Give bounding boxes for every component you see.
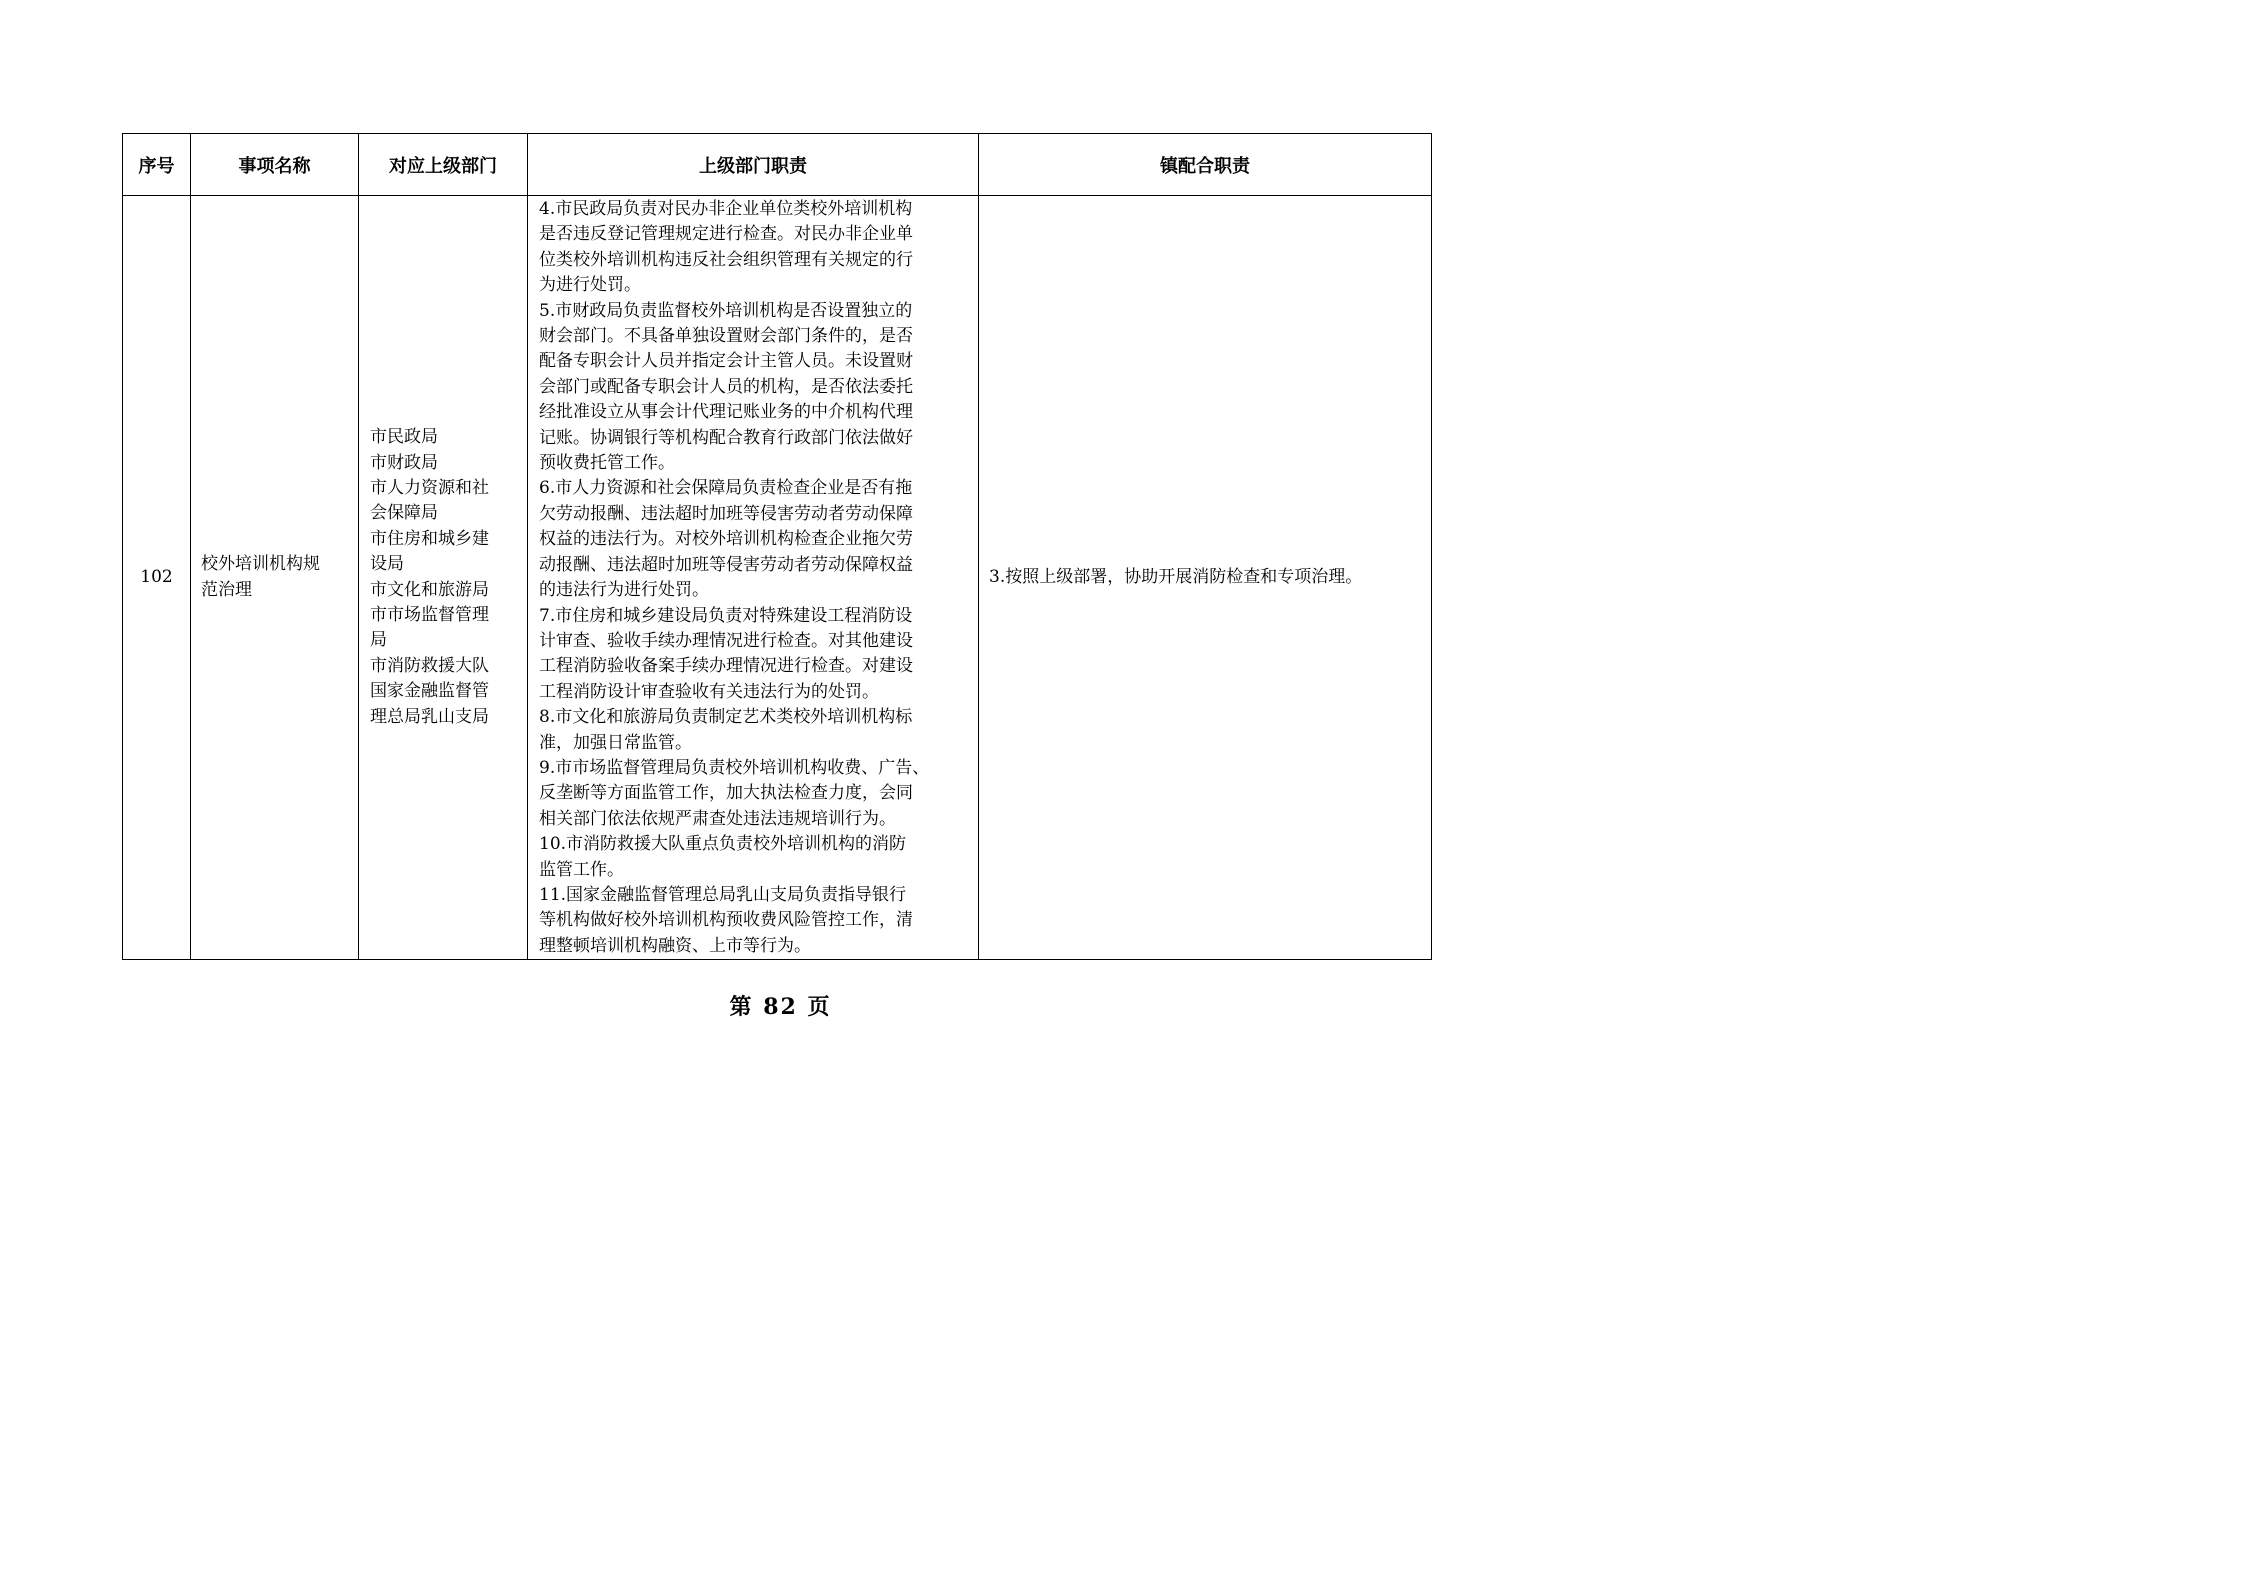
department-line: 市市场监督管理 bbox=[370, 605, 489, 625]
duty-line: 预收费托管工作。 bbox=[539, 453, 675, 474]
duty-line: 动报酬、违法超时加班等侵害劳动者劳动保障权益 bbox=[539, 554, 913, 575]
duty-line: 9.市市场监督管理局负责校外培训机构收费、广告、 bbox=[539, 757, 930, 778]
duty-line: 等机构做好校外培训机构预收费风险管控工作，清 bbox=[539, 910, 913, 931]
cell-superior-departments bbox=[359, 196, 528, 960]
duty-line: 欠劳动报酬、违法超时加班等侵害劳动者劳动保障 bbox=[539, 503, 913, 524]
header-superior-duties: 上级部门职责 bbox=[528, 134, 979, 196]
duty-line: 监管工作。 bbox=[539, 859, 624, 880]
duty-line: 相关部门依法依规严肃查处违法违规培训行为。 bbox=[539, 808, 896, 829]
duty-line: 7.市住房和城乡建设局负责对特殊建设工程消防设 bbox=[539, 605, 913, 626]
duty-line: 工程消防设计审查验收有关违法行为的处罚。 bbox=[539, 681, 879, 702]
cell-item-name bbox=[191, 196, 359, 960]
cell-town-duties bbox=[979, 196, 1432, 960]
responsibility-table bbox=[122, 133, 1432, 960]
duty-line: 是否违反登记管理规定进行检查。对民办非企业单 bbox=[539, 224, 913, 245]
page-number: 第 82 页 bbox=[729, 994, 832, 1020]
department-line: 国家金融监督管 bbox=[370, 681, 489, 702]
duty-line: 计审查、验收手续办理情况进行检查。对其他建设 bbox=[539, 630, 913, 651]
department-line: 设局 bbox=[370, 554, 404, 575]
duty-line: 6.市人力资源和社会保障局负责检查企业是否有拖 bbox=[539, 478, 913, 499]
header-superior-department: 对应上级部门 bbox=[359, 134, 528, 196]
department-line: 市民政局 bbox=[370, 427, 438, 448]
duty-line: 经批准设立从事会计代理记账业务的中介机构代理 bbox=[539, 402, 913, 423]
header-town-duties: 镇配合职责 bbox=[979, 134, 1432, 196]
duty-line: 配备专职会计人员并指定会计主管人员。未设置财 bbox=[539, 351, 913, 372]
duty-line: 会部门或配备专职会计人员的机构，是否依法委托 bbox=[539, 376, 913, 397]
department-line: 市财政局 bbox=[370, 452, 438, 473]
department-line: 市消防救援大队 bbox=[370, 655, 489, 676]
header-item-name: 事项名称 bbox=[191, 134, 359, 196]
department-line: 理总局乳山支局 bbox=[370, 706, 489, 727]
item-name-line: 校外培训机构规 bbox=[201, 554, 320, 575]
duty-line: 11.国家金融监督管理总局乳山支局负责指导银行 bbox=[539, 884, 907, 905]
department-line: 市文化和旅游局 bbox=[370, 579, 489, 600]
cell-serial-number: 102 bbox=[123, 196, 191, 960]
town-duty-text: 3.按照上级部署，协助开展消防检查和专项治理。 bbox=[989, 566, 1363, 587]
header-serial-number: 序号 bbox=[123, 134, 191, 196]
department-line: 市住房和城乡建 bbox=[370, 528, 489, 549]
duty-line: 为进行处罚。 bbox=[539, 275, 641, 296]
item-name-line: 范治理 bbox=[201, 579, 252, 600]
duty-line: 位类校外培训机构违反社会组织管理有关规定的行 bbox=[539, 249, 913, 270]
duty-line: 理整顿培训机构融资、上市等行为。 bbox=[539, 935, 811, 956]
table-row bbox=[123, 196, 1432, 960]
table-header-row bbox=[123, 134, 1432, 196]
duty-line: 财会部门。不具备单独设置财会部门条件的，是否 bbox=[539, 326, 913, 347]
department-line: 市人力资源和社 bbox=[370, 477, 489, 498]
duty-line: 记账。协调银行等机构配合教育行政部门依法做好 bbox=[539, 427, 913, 448]
duty-line: 工程消防验收备案手续办理情况进行检查。对建设 bbox=[539, 656, 913, 677]
duty-line: 的违法行为进行处罚。 bbox=[539, 580, 709, 601]
department-line: 会保障局 bbox=[370, 503, 438, 524]
department-line: 局 bbox=[370, 630, 387, 651]
duty-line: 权益的违法行为。对校外培训机构检查企业拖欠劳 bbox=[539, 529, 913, 550]
duty-line: 8.市文化和旅游局负责制定艺术类校外培训机构标 bbox=[539, 707, 913, 728]
duty-line: 4.市民政局负责对民办非企业单位类校外培训机构 bbox=[539, 199, 913, 219]
duty-line: 反垄断等方面监管工作，加大执法检查力度，会同 bbox=[539, 783, 913, 804]
duty-line: 准，加强日常监管。 bbox=[539, 732, 692, 753]
duty-line: 10.市消防救援大队重点负责校外培训机构的消防 bbox=[539, 834, 907, 855]
cell-superior-duties bbox=[528, 196, 979, 960]
duty-line: 5.市财政局负责监督校外培训机构是否设置独立的 bbox=[539, 300, 913, 321]
